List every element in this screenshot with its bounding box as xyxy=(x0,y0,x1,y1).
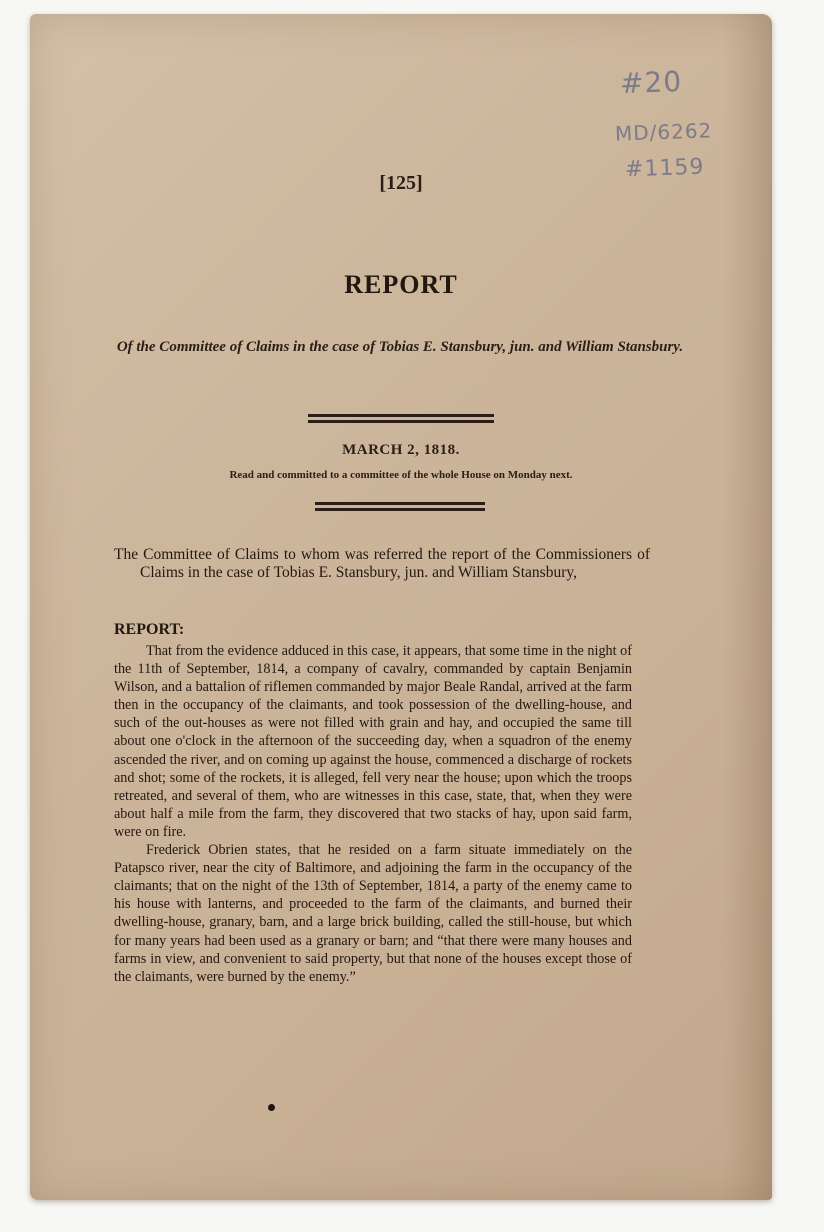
body-paragraph: That from the evidence adduced in this case, it appears, that some time in the night of the 11th of September, 1814, a company of cavalry, commanded by captain Benjamin Wilson, and a battalion of riflemen commanded by major Beale Randal, arrived at the farm then in the occupancy of the claimants, and took possession of the dwelling-house, and such of the out-houses as were not filled with grain and hay, and occupied the same till about one o'clock in the afternoon of the succeeding day, when a squadron of the enemy ascended the river, and on coming up against the house, commenced a discharge of rockets and shot; some of the rockets, it is alleged, fell very near the house; upon which the troops retreated, and several of them, who are witnesses in this case, state, that, when they were about half a mile from the farm, they discovered that two stacks of hay, upon said farm, were on fire. xyxy=(114,643,632,840)
handwritten-catalog-code: MD/6262 xyxy=(614,118,713,146)
handwritten-item-number: #1159 xyxy=(624,154,705,183)
report-date: MARCH 2, 1818. xyxy=(342,442,460,458)
body-paragraph: Frederick Obrien states, that he resided on a farm situate immediately on the Patapsco river, near the city of Baltimore, and adjoining the farm in the occupancy of the claimants; that on the night of the 13th of September, 1814, a party of the enemy came to his house with lanterns, and proceeded to the farm of the claimants, and burned their dwelling-house, granary, barn, and a large brick building, called the still-house, but which for many years had been used as a granary or barn; and “that there were many houses and farms in view, and convenient to said property, but that none of the houses except those of the claimants, were burned by the enemy.” xyxy=(114,842,632,985)
double-rule-divider xyxy=(315,502,485,511)
report-heading: REPORT: xyxy=(114,621,185,638)
document-title: REPORT xyxy=(344,270,458,299)
document-number: [125] xyxy=(379,172,423,194)
handwritten-price: #20 xyxy=(619,64,683,101)
double-rule-divider xyxy=(308,414,494,423)
read-note: Read and committed to a committee of the whole House on Monday next. xyxy=(229,469,573,481)
document-subtitle: Of the Committee of Claims in the case of Tobias E. Stansbury, jun. and William Stansbury. xyxy=(116,339,684,355)
ink-spot xyxy=(268,1104,275,1111)
preamble-text: The Committee of Claims to whom was referred the report of the Commissioners of Claims in the case of Tobias E. Stansbury, jun. and William Stansbury, xyxy=(114,546,650,581)
report-body xyxy=(114,642,632,986)
document-page xyxy=(30,14,772,1200)
